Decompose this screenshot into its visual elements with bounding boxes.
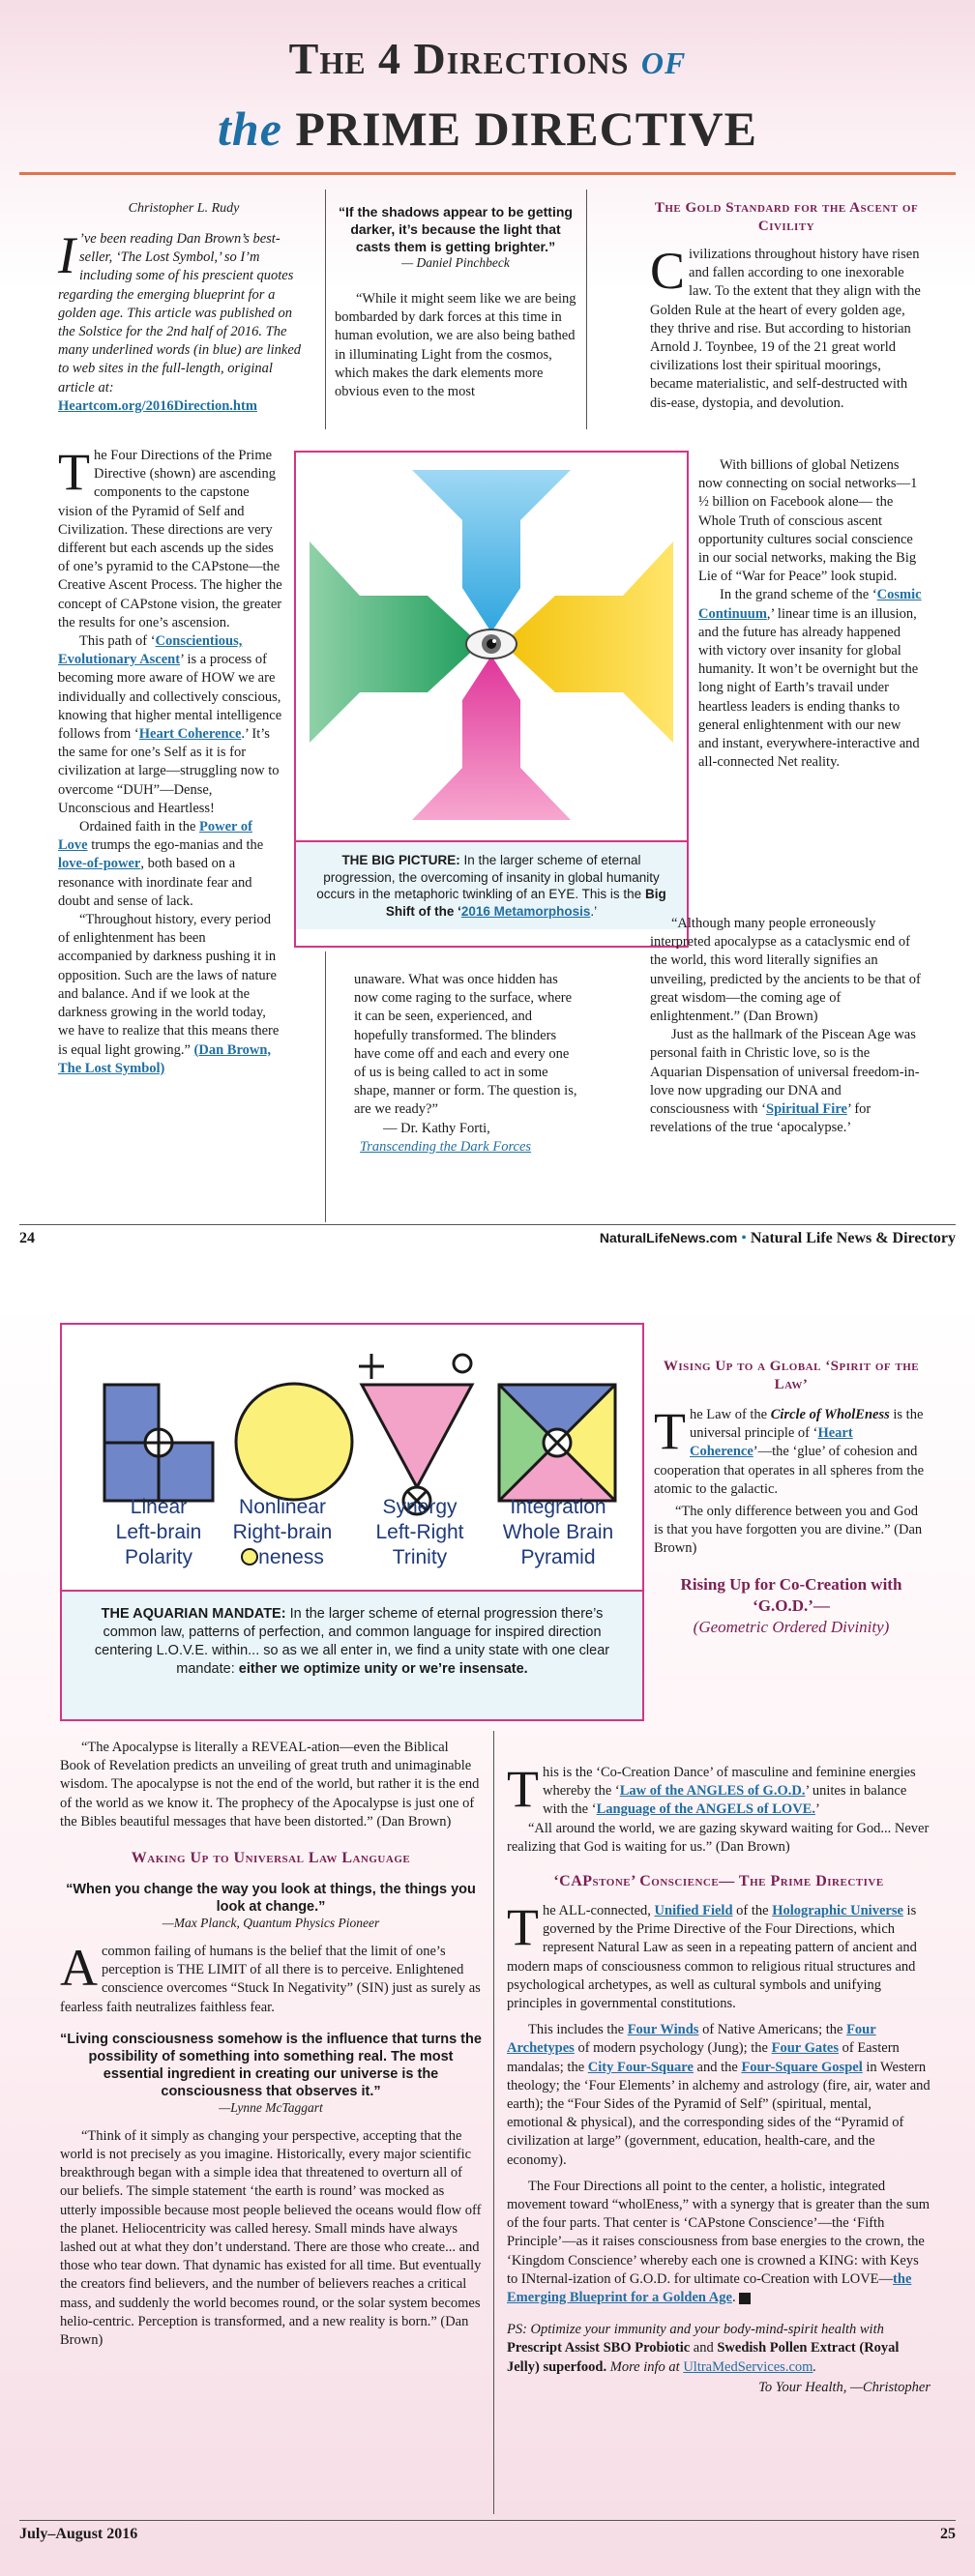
text: of Eastern mandalas; the	[507, 2040, 900, 2075]
link-transcending-dark-forces[interactable]: Transcending the Dark Forces	[360, 1138, 532, 1155]
intro-text: ’ve been reading Dan Brown’s best-seller, ‘The Lost Symbol,’ so I’m including some of his prescient quotes regarding the emerging blueprint for a golden age. This article was published on the Solstice for the 2nd half of 2016. The many underlined words (in blue) are linked to web sites in the full-length, original article at:	[58, 231, 302, 395]
link-city-four-square[interactable]: City Four-Square	[587, 2059, 694, 2075]
link-emerging-blueprint[interactable]: the Emerging Blueprint for a Golden Age	[507, 2270, 912, 2306]
right-column-main	[507, 1760, 931, 2397]
link-language-of-angels[interactable]: Language of the ANGELS of LOVE.	[596, 1801, 815, 1818]
title-accent: of	[640, 34, 687, 83]
column-rule	[325, 190, 326, 429]
circle-o-icon	[241, 1548, 258, 1566]
text: of Native Americans; the	[698, 2022, 847, 2038]
column-3	[650, 199, 923, 413]
column-1-body	[58, 443, 282, 1078]
column-3-wrap	[698, 456, 923, 772]
link-2016-metamorphosis[interactable]: 2016 Metamorphosis	[460, 903, 591, 919]
caption-label: THE AQUARIAN MANDATE:	[101, 1606, 286, 1622]
text: ’ for revelations of the true ‘apocalypse.’	[650, 1101, 872, 1136]
text: ’—the ‘glue’ of cohesion and cooperation that operates in all spheres from the atomic to the galactic.	[654, 1444, 925, 1497]
text: in Western theology; the ‘Four Elements’ in alchemy and astrology (fire, air, water and earth); the “Four Sides of the Pyramid of Self” (spiritual, mental, emotional & physical), and the corresponding sides of the “Pyramid of civilization at large” (government, education, health-care, and the economy).	[507, 2059, 931, 2168]
text: PS: Optimize your immunity and your body-mind-spirit health with	[507, 2322, 884, 2338]
text: of the	[732, 1903, 773, 1919]
left-column	[60, 1739, 482, 2350]
link-holographic-universe[interactable]: Holographic Universe	[772, 1903, 903, 1919]
label-text: neness	[258, 1546, 324, 1568]
site-name: NaturalLifeNews.com	[599, 1230, 738, 1245]
publication-name: Natural Life News & Directory	[750, 1230, 956, 1246]
column-2-bottom	[354, 971, 578, 1156]
link-heart-coherence[interactable]: Heart Coherence	[690, 1425, 853, 1460]
title-part: The 4 Directions	[288, 34, 641, 83]
link-ultramed[interactable]: UltraMedServices.com	[683, 2358, 813, 2375]
link-power-of-love[interactable]: Power of Love	[58, 819, 252, 854]
text: , both based on a resonance with inordinate fear and doubt and sense of lack.	[58, 856, 252, 909]
aquarian-mandate-caption	[62, 1590, 642, 1719]
link-spiritual-fire[interactable]: Spiritual Fire	[766, 1101, 847, 1118]
drop-cap: C	[650, 242, 686, 300]
text: Just as the hallmark of the Piscean Age was personal faith in Christic love, so is the Aquarian Dispensation of universal freedom-in-love now upgrading our DNA and consciousness with ‘	[650, 1027, 920, 1118]
big-picture-figure	[294, 451, 689, 948]
quote-attribution: — Daniel Pinchbeck	[401, 255, 510, 270]
title-line-1	[0, 33, 975, 84]
text: of modern psychology (Jung); the	[574, 2040, 772, 2057]
text: is governed by the Prime Directive of the Four Directions, which represent Natural Law as seen in a repeating pattern of ancient and modern maps of consciousness common to religious ritual structures and psychological archetypes, as well as cultural symbols and unifying principles in governmental constitutions.	[507, 1903, 917, 2012]
drop-cap: T	[507, 1760, 539, 1818]
separator-dot: •	[741, 1230, 747, 1246]
section-heading: Rising Up for Co-Creation with ‘G.O.D.’—	[680, 1574, 902, 1615]
end-mark-icon	[739, 2293, 751, 2304]
section-heading: ‘CAPstone’ Conscience— The Prime Directive	[553, 1873, 884, 1890]
label-integration	[486, 1495, 631, 1570]
text: he ALL-connected,	[543, 1903, 655, 1919]
letter-o-symbol	[236, 1384, 352, 1500]
text: trumps the ego-manias and the	[87, 837, 264, 854]
link-conscientious-ascent[interactable]: Conscientious, Evolutionary Ascent	[58, 633, 243, 668]
section-heading: Wising Up to a Global ‘Spirit of the Law’	[663, 1359, 920, 1392]
publication-footer	[488, 1230, 956, 1247]
eye-icon	[466, 629, 517, 659]
paragraph: “The Apocalypse is literally a REVEAL-ation—even the Biblical Book of Revelation predicts an unveiling of great truth and unimaginable wisdom. The apocalypse is not the end of the world, but rather it is the end of the world as we know it. The prophecy of the Apocalypse is just one of the Bibles beautiful messages that have been distorted.” (Dan Brown)	[60, 1740, 480, 1830]
text: .’ It’s the same for one’s Self as it is for civilization at large—struggling now to overcome “DUH”—Dense, Unconscious and Heartless!	[58, 726, 280, 816]
intro-block	[58, 226, 311, 416]
text: and the	[693, 2059, 742, 2075]
quote-attribution: —Lynne McTaggart	[219, 2099, 323, 2115]
title-accent: the	[218, 102, 282, 156]
label-line: Whole Brain	[502, 1521, 614, 1543]
paragraph: “All around the world, we are gazing skyward waiting for God... Never realizing that God is waiting for us.” (Dan Brown)	[507, 1820, 930, 1855]
section-heading: Waking Up to Universal Law Language	[131, 1850, 411, 1867]
east-arm	[503, 542, 673, 743]
drop-cap: T	[654, 1402, 686, 1460]
page-number: 25	[940, 2526, 956, 2542]
emphasis: Circle of WholEness	[770, 1407, 890, 1422]
text: ,’ linear time is an illusion, and the future has already happened with victory over insanity for global humanity. It won’t be overnight but the long night of Earth’s travail under heartless leaders is ending thanks to general enlightenment with our new and instant, everywhere-interactive and all-connected Net reality.	[698, 605, 920, 771]
drop-cap: T	[58, 443, 90, 501]
drop-cap: T	[507, 1898, 539, 1957]
text: ’	[814, 1801, 820, 1818]
label-line: Pyramid	[520, 1546, 596, 1568]
paragraph: “The only difference between you and God is that you have forgotten you are divine.” (Dan Brown)	[654, 1504, 923, 1557]
link-four-winds[interactable]: Four Winds	[627, 2022, 699, 2038]
label-line: Nonlinear	[239, 1496, 326, 1518]
paragraph: “Think of it simply as changing your perspective, accepting that the world is not precisely as you imagine. Historically, every major scientific breakthrough began with a simple idea that threatened to overturn all of our beliefs. The simple statement ‘the earth is round’ was mocked as utterly impossible because most people believed the oceans would flow off the planet. Heliocentricity was called heresy. Small minds have always lashed out at what they don’t understand. There are those who create... and those who tear down. That dynamic has existed for all time. But eventually the creators find believers, and the number of believers reaches a critical mass, and suddenly the world becomes round, or the solar system becomes helio-centric. Perception is transformed, and a new reality is born.” (Dan Brown)	[60, 2127, 482, 2349]
right-column-top	[654, 1358, 929, 1638]
link-four-archetypes[interactable]: Four Archetypes	[507, 2022, 876, 2057]
love-labels	[91, 1495, 633, 1572]
text: .	[731, 2290, 736, 2306]
text: The Four Directions all point to the center, a holistic, integrated movement toward “wholEness,” with a synergy that is greater than the sum of the four parts. That center is ‘CAPstone Conscience’—the ‘Fifth Principle’—as it raises consciousness from base energies to the crown, the ‘Kingdom Conscience’ whereby each one is crowned a KING: with	[507, 2178, 931, 2269]
page-number: 24	[19, 1230, 35, 1246]
postscript	[507, 2321, 931, 2377]
title-line-2	[0, 101, 975, 157]
caption-end: .’	[590, 903, 598, 919]
caption-text: In the larger scheme of eternal progression there’s common law, patterns of perfection, and common language for inspired direction centering L.O.V.E. within... so as we all enter in, we find a unity state with one clear mandate:	[94, 1606, 610, 1677]
letter-e-symbol	[499, 1385, 615, 1501]
caption-bold: Big Shift of the ‘	[385, 887, 666, 919]
link-four-square-gospel[interactable]: Four-Square Gospel	[741, 2059, 863, 2075]
text: and	[690, 2340, 718, 2356]
paragraph: he Four Directions of the Prime Directive (shown) are ascending components to the capstone vision of the Pyramid of Self and Civilization. These directions are very different but each ascends up the sides of one’s pyramid to the CAPstone—the Creative Ascent Process. The higher the concept of CAPstone vision, the greater the results for one’s ascension.	[58, 448, 282, 630]
caption-label: THE BIG PICTURE:	[341, 853, 460, 867]
link-love-of-power[interactable]: love-of-power	[58, 856, 141, 872]
text: Ordained faith in the	[79, 819, 200, 835]
text: In the grand scheme of the ‘	[720, 587, 877, 603]
title-rule	[19, 172, 956, 175]
paragraph: common failing of humans is the belief that the limit of one’s perception is THE LIMIT of all there is to perceive. Enlightened conscience overcomes “Stuck In Negativity” (SIN) just as surely as fearless faith neutralizes faithless fear.	[60, 1944, 481, 2015]
label-line: Right-brain	[232, 1521, 333, 1543]
caption-text: In the larger scheme of eternal progression, the overcoming of insanity in global humanity occurs in the metaphoric twinkling of an EYE. This is the	[316, 853, 660, 901]
column-rule	[586, 190, 587, 429]
label-linear	[91, 1495, 226, 1570]
label-line: Polarity	[124, 1546, 193, 1568]
signature: To Your Health, —Christopher	[758, 2379, 931, 2395]
text: This path of ‘	[79, 633, 156, 650]
label-line: Integration	[510, 1496, 606, 1518]
paragraph: ivilizations throughout history have risen and fallen according to one inexorable law. To the extent that they align with the Golden Rule at the heart of every golden age, they thrive and rise. But according to historian Arnold J. Toynbee, 19 of the 21 great world civilizations lost their spiritual moorings, became materialistic, and self-destructed with dis-ease, dystopia, and devolution.	[650, 247, 921, 411]
big-picture-caption	[296, 840, 687, 929]
section-subheading: (Geometric Ordered Divinity)	[693, 1617, 890, 1636]
west-arm	[310, 542, 480, 743]
product-name: Prescript Assist SBO Probiotic	[507, 2340, 691, 2356]
byline	[58, 201, 310, 217]
paragraph: unaware. What was once hidden has now come raging to the surface, where it can be seen, experienced, and hopefully transformed. The blinders have come off and each and every one of us is being called to act in some shape, manner or form. The question is, are we ready?”	[354, 972, 577, 1118]
label-line: Trinity	[392, 1546, 448, 1568]
link-unified-field[interactable]: Unified Field	[654, 1903, 733, 1919]
pull-quote: “Living consciousness somehow is the influence that turns the possibility of something into something real. The most essential ingredient in creating our universe is the consciousness that observes it.”	[60, 2031, 482, 2099]
link-lost-symbol[interactable]: (Dan Brown, The Lost Symbol)	[58, 1041, 272, 1076]
text: This includes the	[528, 2022, 628, 2038]
letter-l-symbol	[104, 1385, 213, 1501]
text: More info at	[606, 2358, 684, 2375]
label-line: Left-Right	[375, 1521, 464, 1543]
pull-quote: “When you change the way you look at things, the things you look at change.”	[66, 1882, 476, 1916]
label-line	[215, 1545, 350, 1570]
drop-cap: I	[58, 226, 75, 284]
intro-link[interactable]: Heartcom.org/2016Direction.htm	[58, 397, 257, 414]
label-line: Synergy	[382, 1496, 458, 1518]
quote-paragraph: “Throughout history, every period of enlightenment has been accompanied by darkness pushing it in opposition. Such are the laws of nature and balance. And if we look at the darkness growing in the world today, we have to realize that this means there is equal light growing.”	[58, 912, 280, 1058]
section-heading: The Gold Standard for the Ascent of Civility	[654, 200, 919, 234]
paragraph: “Although many people erroneously interpreted apocalypse as a cataclysmic end of the world, this word literally signifies an unveiling, predicted by the ancients to be that of great wisdom—the coming age of enlightenment.” (Dan Brown)	[650, 916, 921, 1025]
pull-quote: “If the shadows appear to be getting darker, it’s because the light that casts them is getting brighter.”	[339, 204, 573, 254]
label-nonlinear	[215, 1495, 350, 1570]
drop-cap: A	[60, 1939, 98, 1998]
link-cosmic-continuum[interactable]: Cosmic Continuum	[698, 587, 922, 622]
page-gap	[0, 1257, 975, 1315]
text: .	[812, 2358, 817, 2375]
column-rule	[493, 1731, 494, 2514]
letter-v-symbol	[359, 1354, 472, 1514]
quote-attribution: —Max Planck, Quantum Physics Pioneer	[162, 1916, 380, 1931]
love-figure	[60, 1323, 644, 1721]
paragraph: “While it might seem like we are being bombarded by dark forces at this time in human evolution, we are also being bathed in illuminating Light from the cosmos, which makes the dark elements more obvious even to the most	[335, 291, 576, 400]
link-four-gates[interactable]: Four Gates	[771, 2040, 839, 2057]
column-rule	[325, 951, 326, 1222]
text: he Law of the	[690, 1407, 771, 1422]
label-line: Left-brain	[115, 1521, 202, 1543]
title-part: PRIME DIRECTIVE	[281, 102, 757, 156]
column-2-top	[335, 203, 576, 401]
page-bottom-rule	[19, 1224, 956, 1225]
page-bottom-rule	[19, 2520, 956, 2521]
text: Keys to INternal-ization of G.O.D. for ultimate co-Creation with LOVE—	[507, 2252, 919, 2287]
product-name: Swedish Pollen Extract (Royal Jelly) superfood.	[507, 2340, 900, 2375]
link-law-of-angles[interactable]: Law of the ANGLES of G.O.D.	[619, 1783, 806, 1800]
text: ’ is a process of becoming more aware of HOW we are individually and collectively conscious, knowing that higher mental intelligence follows from ‘	[58, 652, 282, 743]
paragraph: With billions of global Netizens now connecting on social networks—1 ½ billion on Facebook alone— the Whole Truth of conscious ascent opportunity cultures social conscience in our social networks, making the Big Lie of “War for Peace” look stupid.	[698, 457, 918, 585]
text: his is the ‘Co-Creation Dance’ of masculine and feminine energies whereby the ‘	[543, 1765, 916, 1800]
link-heart-coherence[interactable]: Heart Coherence	[138, 726, 242, 743]
text: is the universal principle of ‘	[690, 1407, 924, 1442]
label-synergy	[352, 1495, 488, 1570]
issue-date: July–August 2016	[19, 2526, 138, 2542]
four-directions-cross-illustration	[296, 453, 687, 835]
text: ’ unites in balance with the ‘	[543, 1783, 907, 1818]
author-name: Christopher L. Rudy	[128, 201, 240, 216]
label-line: Linear	[130, 1496, 188, 1518]
attribution-line: — Dr. Kathy Forti,	[383, 1120, 490, 1136]
caption-bold: either we optimize unity or we’re insensate.	[238, 1661, 528, 1677]
column-3-bottom	[650, 915, 923, 1137]
